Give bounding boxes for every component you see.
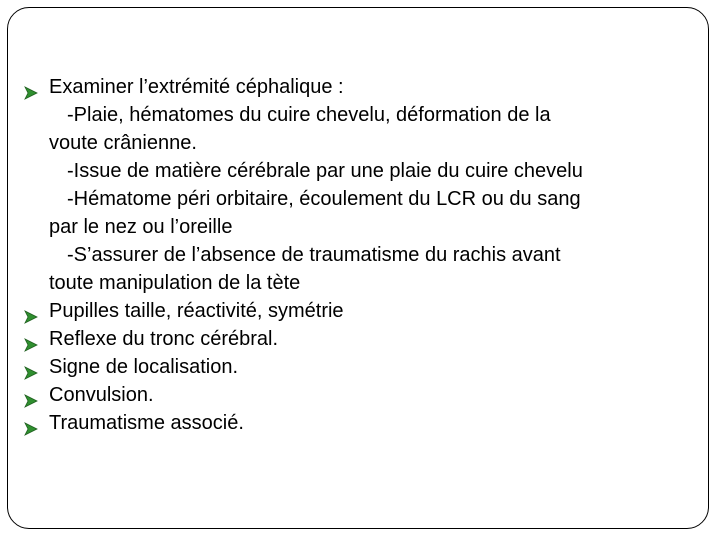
sub-item-line: -Hématome péri orbitaire, écoulement du LCR ou du sang (67, 188, 581, 210)
bullet-item (23, 325, 703, 353)
bullet-item (23, 381, 703, 409)
arrowhead-bullet-icon (24, 332, 38, 346)
arrowhead-bullet-icon (24, 304, 38, 318)
arrowhead-bullet-icon (24, 416, 38, 430)
sub-item-line: -Plaie, hématomes du cuire chevelu, déformation de la (67, 104, 551, 126)
sub-item-line: -S’assurer de l’absence de traumatisme du rachis avant (67, 244, 561, 266)
bullet-text: Signe de localisation. (49, 356, 239, 378)
arrowhead-bullet-icon (24, 388, 38, 402)
bullet-text: Pupilles taille, réactivité, symétrie (49, 300, 344, 322)
sub-item-line: voute crânienne. (49, 132, 197, 154)
sub-item (23, 241, 703, 297)
sub-item (23, 185, 703, 241)
sub-item-line: -Issue de matière cérébrale par une plaie du cuire chevelu (67, 160, 583, 182)
sub-item (23, 157, 703, 185)
bullet-text: Reflexe du tronc cérébral. (49, 328, 279, 350)
slide-content (23, 73, 703, 437)
bullet-text: Examiner l’extrémité céphalique : (49, 76, 344, 98)
bullet-item (23, 409, 703, 437)
arrowhead-bullet-icon (24, 360, 38, 374)
bullet-text: Traumatisme associé. (49, 412, 244, 434)
sub-item (23, 101, 703, 157)
sub-item-line: toute manipulation de la tète (49, 272, 301, 294)
bullet-item (23, 353, 703, 381)
bullet-item (23, 297, 703, 325)
bullet-item (23, 73, 703, 101)
sub-item-line: par le nez ou l’oreille (49, 216, 233, 238)
arrowhead-bullet-icon (24, 80, 38, 94)
bullet-text: Convulsion. (49, 384, 154, 406)
